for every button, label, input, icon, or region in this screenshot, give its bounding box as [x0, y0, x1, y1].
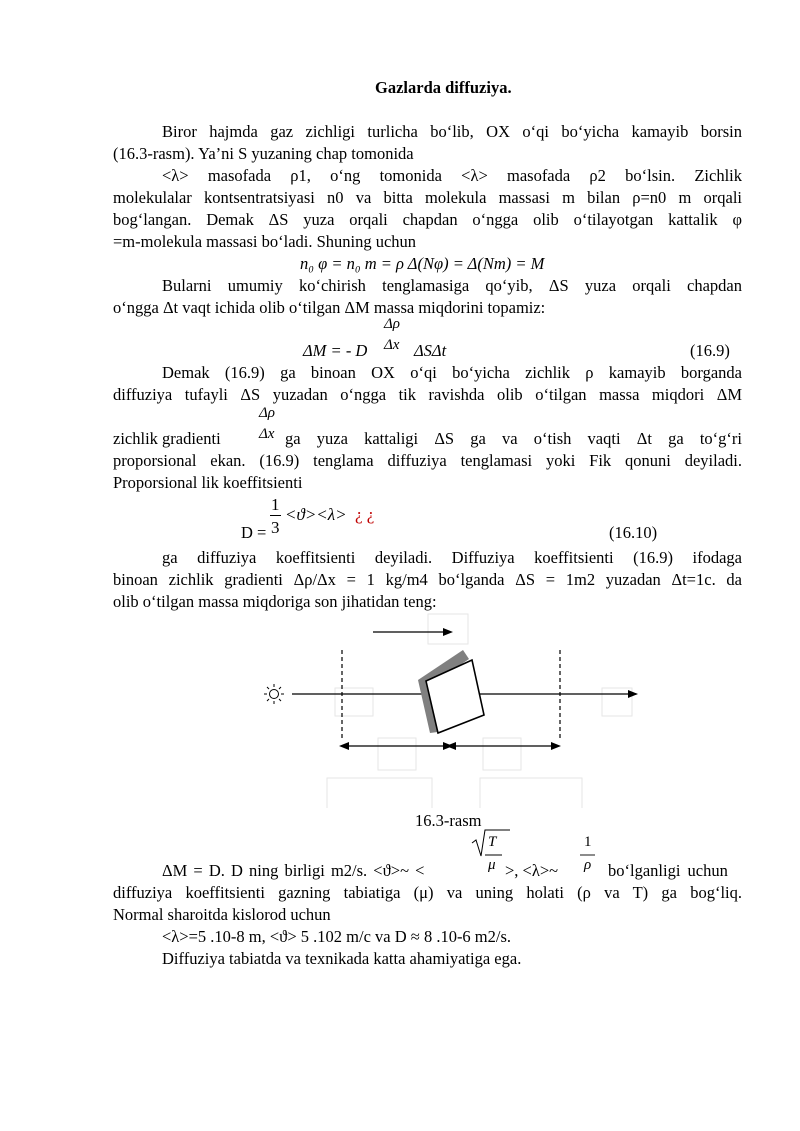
gradient-numerator: Δρ [259, 405, 276, 421]
gradient-denominator: Δx [259, 426, 275, 442]
paragraph-line: <λ>=5 .10-8 m, <ϑ> 5 .102 m/c va D ≈ 8 .10-6 m2/s. [162, 927, 512, 946]
lambda-numerator: 1 [584, 834, 592, 850]
paragraph-line: Bularni umumiy ko‘chirish tenglamasiga qo‘yib, ΔS yuza orqali chapdan [162, 276, 742, 295]
paragraph-line: =m-molekula massasi bo‘ladi. Shuning uchun [113, 232, 417, 251]
paragraph-line: (16.3-rasm). Ya’ni S yuzaning chap tomonida [113, 144, 414, 163]
paragraph-line: bog‘langan. Demak ΔS yuza orqali chapdan o‘ngga olib o‘tilayotgan kattalik φ [113, 210, 742, 229]
sqrt-denominator: μ [488, 857, 496, 873]
paragraph-line: ga yuza kattaligi ΔS ga va o‘tish vaqti Δt ga to‘g‘ri [285, 429, 742, 448]
equation-number: (16.9) [690, 341, 730, 360]
equation-fick-right: ΔSΔt [414, 341, 447, 360]
equation-number: (16.10) [609, 523, 658, 542]
sqrt-numerator: T [488, 834, 497, 850]
paragraph-line: olib o‘tilgan massa miqdoriga son jihatidan teng: [113, 592, 437, 611]
paragraph-line: ΔM = D. D ning birligi m2/s. <ϑ>~ < [162, 861, 425, 880]
paragraph-line: Diffuziya tabiatda va texnikada katta ahamiyatiga ega. [162, 949, 522, 968]
paragraph-line: zichlik gradienti [113, 429, 221, 448]
equation-fick-left: ΔM = - D [303, 341, 368, 360]
paragraph-line: Proporsional lik koeffitsienti [113, 473, 303, 492]
paragraph-line: proporsional ekan. (16.9) tenglama diffuziya tenglamasi yoki Fik qonuni deyiladi. [113, 451, 742, 470]
paragraph-line: Normal sharoitda kislorod uchun [113, 905, 331, 924]
paragraph-line: binoan zichlik gradienti Δρ/Δx = 1 kg/m4 bo‘lganda ΔS = 1m2 yuzadan Δt=1c. da [113, 570, 742, 589]
paragraph-line: o‘ngga Δt vaqt ichida olib o‘tilgan ΔM massa miqdorini topamiz: [113, 298, 546, 317]
eq-diffusion-error: ¿ ¿ [355, 505, 375, 524]
paragraph-line: Demak (16.9) ga binoan OX o‘qi bo‘yicha zichlik ρ kamayib borganda [162, 363, 742, 382]
paragraph-line: Biror hajmda gaz zichligi turlicha bo‘lib, OX o‘qi bo‘yicha kamayib borsin [162, 122, 742, 141]
eq-one: 1 [271, 495, 280, 514]
page-title: Gazlarda diffuziya. [375, 78, 512, 97]
equation-mass-flux: n₀ φ = n₀ m = ρ Δ(Nφ) = Δ(Nm) = M [300, 254, 545, 273]
paragraph-line: bo‘lganligi uchun [608, 861, 728, 880]
paragraph-line: ga diffuziya koeffitsienti deyiladi. Diffuziya koeffitsienti (16.9) ifodaga [162, 548, 742, 567]
paragraph-line: >, <λ>~ [505, 861, 559, 880]
paragraph-line: diffuziya koeffitsienti gazning tabiatiga (μ) va uning holati (ρ va T) ga bog‘liq. [113, 883, 742, 902]
eq-diffusion-left: D = [241, 523, 267, 542]
paragraph-line: molekulalar kontsentratsiyasi n0 va bitta molekula massasi m bilan ρ=n0 m orqali [113, 188, 742, 207]
eq-three: 3 [271, 518, 280, 537]
figure-caption: 16.3-rasm [415, 811, 482, 830]
paragraph-line: diffuziya tufayli ΔS yuzadan o‘ngga tik ravishda olib o‘tilgan massa miqdori ΔM [113, 385, 742, 404]
paragraph-line: <λ> masofada ρ1, o‘ng tomonida <λ> masofada ρ2 bo‘lsin. Zichlik [162, 166, 742, 185]
eq-denominator: Δx [384, 337, 400, 353]
eq-numerator: Δρ [384, 316, 401, 332]
lambda-denominator: ρ [584, 857, 592, 873]
eq-diffusion-expr: <ϑ><λ> [285, 505, 347, 524]
